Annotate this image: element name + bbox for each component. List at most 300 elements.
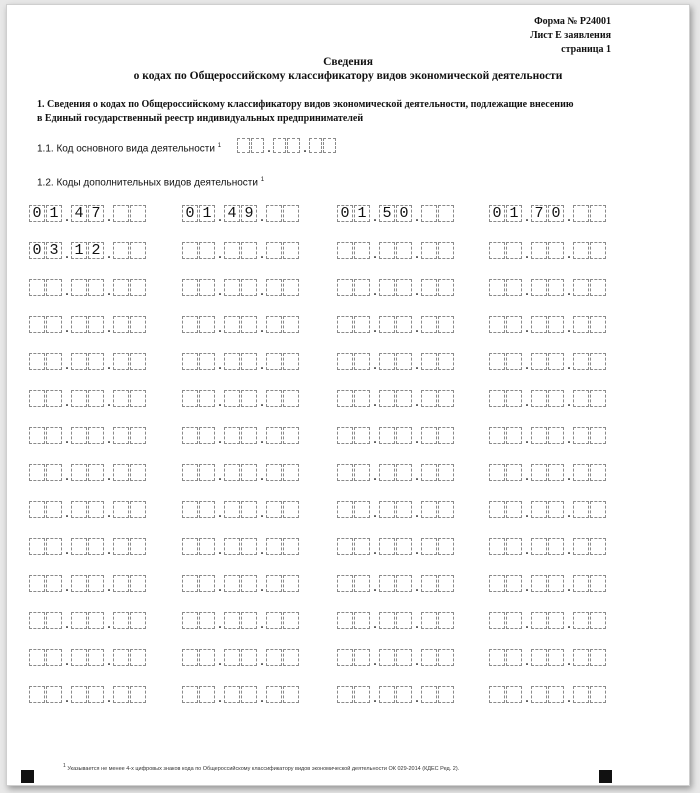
code-group[interactable] bbox=[421, 205, 455, 222]
code-group[interactable] bbox=[489, 279, 523, 296]
additional-code-input[interactable] bbox=[337, 316, 455, 333]
code-digit-cell[interactable] bbox=[241, 575, 257, 592]
code-group[interactable] bbox=[224, 538, 258, 555]
code-group[interactable] bbox=[182, 205, 216, 222]
additional-code-input[interactable] bbox=[29, 649, 147, 666]
code-group[interactable] bbox=[266, 390, 300, 407]
code-group[interactable] bbox=[573, 575, 607, 592]
code-digit-cell[interactable] bbox=[241, 279, 257, 296]
additional-code-input[interactable] bbox=[489, 464, 607, 481]
code-digit-cell[interactable] bbox=[531, 353, 547, 370]
code-digit-cell[interactable] bbox=[283, 538, 299, 555]
code-digit-cell[interactable] bbox=[71, 427, 87, 444]
code-digit-cell[interactable] bbox=[199, 538, 215, 555]
code-digit-cell[interactable] bbox=[489, 686, 505, 703]
code-digit-cell[interactable] bbox=[438, 353, 454, 370]
code-group[interactable] bbox=[573, 538, 607, 555]
code-digit-cell[interactable] bbox=[531, 427, 547, 444]
code-group[interactable] bbox=[531, 464, 565, 481]
code-digit-cell[interactable] bbox=[438, 612, 454, 629]
code-group[interactable] bbox=[182, 612, 216, 629]
code-group[interactable] bbox=[266, 538, 300, 555]
code-digit-cell[interactable] bbox=[590, 686, 606, 703]
additional-code-input[interactable] bbox=[29, 612, 147, 629]
additional-code-input[interactable] bbox=[29, 501, 147, 518]
code-group[interactable] bbox=[71, 390, 105, 407]
code-digit-cell[interactable] bbox=[283, 649, 299, 666]
code-group[interactable] bbox=[379, 427, 413, 444]
code-group[interactable] bbox=[266, 575, 300, 592]
additional-code-input[interactable] bbox=[489, 612, 607, 629]
code-digit-cell[interactable] bbox=[379, 464, 395, 481]
code-group[interactable] bbox=[489, 686, 523, 703]
code-digit-cell[interactable] bbox=[182, 575, 198, 592]
code-group[interactable] bbox=[266, 649, 300, 666]
code-group[interactable] bbox=[421, 242, 455, 259]
code-digit-cell[interactable] bbox=[130, 686, 146, 703]
code-group[interactable] bbox=[337, 316, 371, 333]
code-digit-cell[interactable]: 0 bbox=[29, 205, 45, 222]
additional-code-input[interactable] bbox=[489, 279, 607, 296]
code-digit-cell[interactable] bbox=[548, 316, 564, 333]
code-group[interactable] bbox=[29, 501, 63, 518]
code-digit-cell[interactable] bbox=[354, 538, 370, 555]
code-digit-cell[interactable] bbox=[88, 427, 104, 444]
additional-code-input[interactable] bbox=[182, 316, 300, 333]
code-digit-cell[interactable] bbox=[130, 464, 146, 481]
code-digit-cell[interactable] bbox=[354, 353, 370, 370]
code-digit-cell[interactable] bbox=[573, 316, 589, 333]
code-digit-cell[interactable] bbox=[548, 649, 564, 666]
code-group[interactable] bbox=[337, 538, 371, 555]
code-digit-cell[interactable] bbox=[266, 353, 282, 370]
code-digit-cell[interactable] bbox=[29, 279, 45, 296]
code-group[interactable] bbox=[266, 205, 300, 222]
code-digit-cell[interactable]: 0 bbox=[182, 205, 198, 222]
code-group[interactable] bbox=[182, 242, 216, 259]
code-digit-cell[interactable] bbox=[266, 538, 282, 555]
additional-code-input[interactable] bbox=[182, 538, 300, 555]
code-digit-cell[interactable] bbox=[224, 575, 240, 592]
code-digit-cell[interactable] bbox=[283, 686, 299, 703]
code-digit-cell[interactable] bbox=[29, 427, 45, 444]
code-digit-cell[interactable] bbox=[531, 242, 547, 259]
code-group[interactable] bbox=[573, 649, 607, 666]
code-group[interactable] bbox=[531, 353, 565, 370]
code-digit-cell[interactable] bbox=[396, 316, 412, 333]
code-digit-cell[interactable] bbox=[573, 427, 589, 444]
code-digit-cell[interactable] bbox=[421, 649, 437, 666]
code-digit-cell[interactable] bbox=[573, 205, 589, 222]
code-digit-cell[interactable] bbox=[506, 612, 522, 629]
code-digit-cell[interactable] bbox=[182, 353, 198, 370]
code-digit-cell[interactable]: 0 bbox=[489, 205, 505, 222]
code-group[interactable] bbox=[489, 612, 523, 629]
code-digit-cell[interactable] bbox=[590, 316, 606, 333]
code-group[interactable] bbox=[113, 464, 147, 481]
code-digit-cell[interactable] bbox=[199, 353, 215, 370]
code-digit-cell[interactable] bbox=[531, 316, 547, 333]
code-digit-cell[interactable] bbox=[548, 427, 564, 444]
code-digit-cell[interactable] bbox=[266, 575, 282, 592]
code-digit-cell[interactable]: 1 bbox=[354, 205, 370, 222]
code-digit-cell[interactable] bbox=[283, 612, 299, 629]
code-group[interactable] bbox=[266, 612, 300, 629]
code-digit-cell[interactable] bbox=[506, 242, 522, 259]
additional-code-input[interactable] bbox=[489, 501, 607, 518]
additional-code-input[interactable] bbox=[489, 316, 607, 333]
code-digit-cell[interactable] bbox=[354, 686, 370, 703]
code-group[interactable] bbox=[182, 316, 216, 333]
additional-code-input[interactable] bbox=[337, 575, 455, 592]
code-digit-cell[interactable] bbox=[113, 501, 129, 518]
code-digit-cell[interactable] bbox=[130, 242, 146, 259]
code-digit-cell[interactable] bbox=[421, 612, 437, 629]
code-digit-cell[interactable] bbox=[337, 649, 353, 666]
code-digit-cell[interactable]: 7 bbox=[531, 205, 547, 222]
code-group[interactable] bbox=[71, 464, 105, 481]
code-digit-cell[interactable] bbox=[337, 538, 353, 555]
code-digit-cell[interactable] bbox=[46, 501, 62, 518]
code-group[interactable] bbox=[421, 390, 455, 407]
code-group[interactable] bbox=[29, 464, 63, 481]
code-digit-cell[interactable] bbox=[251, 138, 264, 153]
code-digit-cell[interactable] bbox=[199, 686, 215, 703]
code-digit-cell[interactable] bbox=[113, 649, 129, 666]
code-digit-cell[interactable] bbox=[396, 686, 412, 703]
code-group[interactable] bbox=[531, 501, 565, 518]
code-digit-cell[interactable] bbox=[396, 612, 412, 629]
code-digit-cell[interactable] bbox=[182, 538, 198, 555]
code-digit-cell[interactable] bbox=[266, 279, 282, 296]
code-digit-cell[interactable] bbox=[421, 686, 437, 703]
code-digit-cell[interactable] bbox=[71, 538, 87, 555]
code-digit-cell[interactable] bbox=[29, 575, 45, 592]
code-digit-cell[interactable]: 3 bbox=[46, 242, 62, 259]
code-digit-cell[interactable] bbox=[29, 353, 45, 370]
code-digit-cell[interactable] bbox=[283, 205, 299, 222]
code-digit-cell[interactable] bbox=[71, 464, 87, 481]
code-group[interactable] bbox=[573, 316, 607, 333]
code-digit-cell[interactable] bbox=[283, 390, 299, 407]
code-group[interactable] bbox=[29, 649, 63, 666]
code-group[interactable] bbox=[273, 138, 301, 153]
code-digit-cell[interactable] bbox=[29, 501, 45, 518]
additional-code-input[interactable] bbox=[182, 242, 300, 259]
code-digit-cell[interactable] bbox=[273, 138, 286, 153]
code-digit-cell[interactable] bbox=[379, 649, 395, 666]
code-digit-cell[interactable] bbox=[379, 427, 395, 444]
code-group[interactable] bbox=[309, 138, 337, 153]
code-group[interactable] bbox=[266, 686, 300, 703]
code-digit-cell[interactable] bbox=[266, 501, 282, 518]
code-group[interactable] bbox=[531, 427, 565, 444]
code-group[interactable] bbox=[71, 205, 105, 222]
code-digit-cell[interactable] bbox=[354, 612, 370, 629]
code-group[interactable] bbox=[113, 353, 147, 370]
code-group[interactable] bbox=[182, 464, 216, 481]
code-digit-cell[interactable] bbox=[199, 575, 215, 592]
code-group[interactable] bbox=[573, 501, 607, 518]
code-digit-cell[interactable] bbox=[199, 464, 215, 481]
additional-code-input[interactable] bbox=[29, 464, 147, 481]
code-digit-cell[interactable] bbox=[113, 279, 129, 296]
code-group[interactable] bbox=[113, 390, 147, 407]
code-group[interactable] bbox=[337, 501, 371, 518]
code-digit-cell[interactable] bbox=[71, 501, 87, 518]
code-digit-cell[interactable] bbox=[283, 279, 299, 296]
code-digit-cell[interactable] bbox=[113, 686, 129, 703]
code-digit-cell[interactable] bbox=[573, 538, 589, 555]
code-digit-cell[interactable] bbox=[396, 464, 412, 481]
code-group[interactable] bbox=[224, 464, 258, 481]
code-digit-cell[interactable] bbox=[531, 464, 547, 481]
code-digit-cell[interactable] bbox=[309, 138, 322, 153]
code-digit-cell[interactable] bbox=[241, 538, 257, 555]
code-digit-cell[interactable] bbox=[489, 538, 505, 555]
code-group[interactable] bbox=[573, 464, 607, 481]
code-digit-cell[interactable] bbox=[438, 501, 454, 518]
code-digit-cell[interactable] bbox=[88, 390, 104, 407]
code-group[interactable] bbox=[379, 205, 413, 222]
code-group[interactable] bbox=[113, 686, 147, 703]
code-group[interactable] bbox=[29, 686, 63, 703]
code-group[interactable] bbox=[182, 279, 216, 296]
additional-code-input[interactable] bbox=[29, 279, 147, 296]
code-digit-cell[interactable] bbox=[379, 242, 395, 259]
code-digit-cell[interactable] bbox=[421, 427, 437, 444]
code-digit-cell[interactable]: 4 bbox=[224, 205, 240, 222]
code-digit-cell[interactable] bbox=[46, 538, 62, 555]
code-digit-cell[interactable] bbox=[506, 501, 522, 518]
code-digit-cell[interactable] bbox=[573, 649, 589, 666]
additional-code-input[interactable] bbox=[337, 205, 455, 222]
code-group[interactable] bbox=[379, 353, 413, 370]
code-group[interactable] bbox=[531, 649, 565, 666]
code-group[interactable] bbox=[573, 205, 607, 222]
code-group[interactable] bbox=[337, 353, 371, 370]
code-digit-cell[interactable] bbox=[113, 538, 129, 555]
code-group[interactable] bbox=[337, 205, 371, 222]
code-group[interactable] bbox=[29, 353, 63, 370]
additional-code-input[interactable] bbox=[182, 649, 300, 666]
code-digit-cell[interactable]: 1 bbox=[199, 205, 215, 222]
code-digit-cell[interactable] bbox=[421, 353, 437, 370]
code-digit-cell[interactable] bbox=[283, 575, 299, 592]
code-digit-cell[interactable] bbox=[421, 279, 437, 296]
code-digit-cell[interactable] bbox=[241, 316, 257, 333]
main-code-input[interactable] bbox=[237, 138, 337, 153]
additional-code-input[interactable] bbox=[182, 205, 300, 222]
code-digit-cell[interactable] bbox=[548, 390, 564, 407]
additional-code-input[interactable] bbox=[337, 390, 455, 407]
code-digit-cell[interactable] bbox=[438, 575, 454, 592]
additional-code-input[interactable] bbox=[489, 390, 607, 407]
code-digit-cell[interactable] bbox=[438, 390, 454, 407]
additional-code-input[interactable] bbox=[489, 538, 607, 555]
code-digit-cell[interactable]: 9 bbox=[241, 205, 257, 222]
code-digit-cell[interactable] bbox=[421, 575, 437, 592]
code-digit-cell[interactable] bbox=[88, 464, 104, 481]
code-group[interactable] bbox=[379, 686, 413, 703]
code-digit-cell[interactable]: 0 bbox=[29, 242, 45, 259]
code-digit-cell[interactable] bbox=[531, 649, 547, 666]
code-digit-cell[interactable] bbox=[548, 686, 564, 703]
code-group[interactable] bbox=[113, 316, 147, 333]
code-digit-cell[interactable] bbox=[590, 649, 606, 666]
code-digit-cell[interactable] bbox=[182, 427, 198, 444]
code-group[interactable] bbox=[224, 390, 258, 407]
code-digit-cell[interactable] bbox=[287, 138, 300, 153]
code-group[interactable] bbox=[224, 242, 258, 259]
code-digit-cell[interactable] bbox=[130, 279, 146, 296]
code-digit-cell[interactable] bbox=[548, 242, 564, 259]
code-digit-cell[interactable] bbox=[337, 686, 353, 703]
code-digit-cell[interactable] bbox=[354, 575, 370, 592]
code-digit-cell[interactable] bbox=[266, 205, 282, 222]
code-digit-cell[interactable] bbox=[489, 464, 505, 481]
code-group[interactable] bbox=[113, 649, 147, 666]
code-group[interactable] bbox=[379, 390, 413, 407]
code-group[interactable] bbox=[337, 427, 371, 444]
code-digit-cell[interactable] bbox=[130, 427, 146, 444]
code-group[interactable] bbox=[421, 464, 455, 481]
code-digit-cell[interactable] bbox=[531, 390, 547, 407]
additional-code-input[interactable] bbox=[29, 390, 147, 407]
code-digit-cell[interactable] bbox=[506, 464, 522, 481]
code-group[interactable] bbox=[573, 279, 607, 296]
additional-code-input[interactable] bbox=[489, 575, 607, 592]
code-digit-cell[interactable] bbox=[337, 242, 353, 259]
code-group[interactable] bbox=[224, 205, 258, 222]
code-group[interactable] bbox=[573, 612, 607, 629]
additional-code-input[interactable] bbox=[29, 538, 147, 555]
code-digit-cell[interactable] bbox=[489, 501, 505, 518]
code-group[interactable] bbox=[29, 427, 63, 444]
code-digit-cell[interactable] bbox=[590, 279, 606, 296]
code-digit-cell[interactable] bbox=[199, 501, 215, 518]
code-digit-cell[interactable] bbox=[224, 390, 240, 407]
code-digit-cell[interactable] bbox=[354, 501, 370, 518]
code-digit-cell[interactable] bbox=[506, 353, 522, 370]
code-digit-cell[interactable]: 0 bbox=[337, 205, 353, 222]
code-group[interactable] bbox=[182, 501, 216, 518]
code-digit-cell[interactable] bbox=[130, 390, 146, 407]
code-digit-cell[interactable] bbox=[379, 612, 395, 629]
code-group[interactable] bbox=[71, 649, 105, 666]
additional-code-input[interactable] bbox=[337, 242, 455, 259]
code-digit-cell[interactable] bbox=[130, 316, 146, 333]
code-group[interactable] bbox=[29, 390, 63, 407]
code-digit-cell[interactable] bbox=[354, 649, 370, 666]
code-digit-cell[interactable] bbox=[199, 316, 215, 333]
code-digit-cell[interactable] bbox=[130, 649, 146, 666]
code-digit-cell[interactable] bbox=[113, 575, 129, 592]
code-group[interactable] bbox=[113, 205, 147, 222]
code-digit-cell[interactable] bbox=[113, 316, 129, 333]
code-digit-cell[interactable] bbox=[29, 464, 45, 481]
code-digit-cell[interactable] bbox=[224, 612, 240, 629]
code-digit-cell[interactable] bbox=[283, 427, 299, 444]
code-digit-cell[interactable] bbox=[88, 649, 104, 666]
code-digit-cell[interactable] bbox=[573, 575, 589, 592]
code-digit-cell[interactable] bbox=[224, 279, 240, 296]
code-digit-cell[interactable] bbox=[266, 612, 282, 629]
code-group[interactable] bbox=[531, 279, 565, 296]
additional-code-input[interactable] bbox=[337, 464, 455, 481]
code-digit-cell[interactable]: 2 bbox=[88, 242, 104, 259]
code-group[interactable] bbox=[71, 242, 105, 259]
code-digit-cell[interactable] bbox=[506, 316, 522, 333]
code-digit-cell[interactable] bbox=[199, 427, 215, 444]
code-group[interactable] bbox=[421, 686, 455, 703]
code-group[interactable] bbox=[337, 575, 371, 592]
code-digit-cell[interactable] bbox=[379, 353, 395, 370]
code-digit-cell[interactable] bbox=[241, 427, 257, 444]
code-digit-cell[interactable] bbox=[283, 353, 299, 370]
code-group[interactable] bbox=[71, 427, 105, 444]
code-digit-cell[interactable] bbox=[489, 612, 505, 629]
code-digit-cell[interactable] bbox=[283, 316, 299, 333]
code-group[interactable] bbox=[224, 686, 258, 703]
code-digit-cell[interactable] bbox=[199, 612, 215, 629]
code-digit-cell[interactable] bbox=[113, 464, 129, 481]
additional-code-input[interactable] bbox=[29, 205, 147, 222]
code-group[interactable] bbox=[337, 464, 371, 481]
code-group[interactable] bbox=[113, 501, 147, 518]
code-group[interactable] bbox=[337, 686, 371, 703]
code-digit-cell[interactable] bbox=[29, 390, 45, 407]
code-digit-cell[interactable] bbox=[224, 501, 240, 518]
code-digit-cell[interactable] bbox=[266, 242, 282, 259]
code-digit-cell[interactable] bbox=[266, 316, 282, 333]
code-digit-cell[interactable] bbox=[130, 501, 146, 518]
code-group[interactable] bbox=[489, 390, 523, 407]
code-digit-cell[interactable] bbox=[88, 353, 104, 370]
code-group[interactable] bbox=[379, 279, 413, 296]
code-digit-cell[interactable] bbox=[46, 575, 62, 592]
code-digit-cell[interactable] bbox=[199, 390, 215, 407]
code-group[interactable] bbox=[531, 538, 565, 555]
additional-code-input[interactable] bbox=[182, 464, 300, 481]
additional-code-input[interactable] bbox=[337, 686, 455, 703]
code-digit-cell[interactable] bbox=[531, 686, 547, 703]
code-group[interactable] bbox=[113, 575, 147, 592]
code-digit-cell[interactable] bbox=[506, 686, 522, 703]
code-digit-cell[interactable] bbox=[396, 649, 412, 666]
code-digit-cell[interactable] bbox=[71, 353, 87, 370]
code-group[interactable] bbox=[113, 538, 147, 555]
code-digit-cell[interactable] bbox=[199, 649, 215, 666]
code-group[interactable] bbox=[71, 279, 105, 296]
code-digit-cell[interactable] bbox=[130, 205, 146, 222]
code-digit-cell[interactable]: 4 bbox=[71, 205, 87, 222]
code-digit-cell[interactable] bbox=[88, 501, 104, 518]
code-digit-cell[interactable] bbox=[396, 390, 412, 407]
code-group[interactable] bbox=[29, 279, 63, 296]
code-digit-cell[interactable] bbox=[354, 464, 370, 481]
additional-code-input[interactable] bbox=[489, 242, 607, 259]
code-group[interactable] bbox=[489, 575, 523, 592]
code-group[interactable] bbox=[113, 279, 147, 296]
code-digit-cell[interactable] bbox=[590, 242, 606, 259]
code-digit-cell[interactable] bbox=[573, 464, 589, 481]
code-digit-cell[interactable] bbox=[531, 538, 547, 555]
code-digit-cell[interactable] bbox=[379, 316, 395, 333]
code-group[interactable] bbox=[489, 464, 523, 481]
code-digit-cell[interactable] bbox=[224, 353, 240, 370]
code-digit-cell[interactable] bbox=[337, 612, 353, 629]
